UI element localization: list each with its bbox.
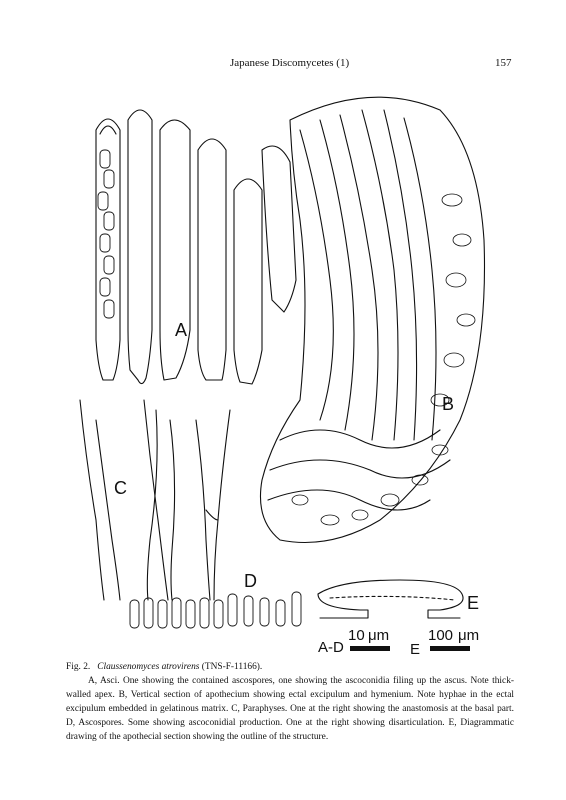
scale-unit-small: μm <box>368 627 390 644</box>
panel-b-apothecium <box>260 97 484 542</box>
panel-d-ascospores <box>130 592 301 628</box>
ascus-spores <box>98 150 114 318</box>
label-e: E <box>467 593 480 613</box>
scale-unit-large: μm <box>458 627 480 644</box>
caption-heading <box>66 660 514 674</box>
panel-c-paraphyses <box>80 400 230 600</box>
scale-group-e: E <box>410 641 421 658</box>
label-b: B <box>442 394 455 414</box>
running-title: Japanese Discomycetes (1) <box>230 57 350 69</box>
scale-value-small: 10 <box>348 627 365 644</box>
scale-value-large: 100 <box>428 627 454 644</box>
label-d: D <box>244 571 257 591</box>
scale-group-a-d: A-D <box>318 639 344 656</box>
panel-e-diagram <box>318 580 463 618</box>
label-c: C <box>114 478 127 498</box>
specimen-id: (TNS-F-11166). <box>201 662 263 672</box>
label-a: A <box>175 320 188 340</box>
figure-caption <box>66 660 514 744</box>
caption-body: A, Asci. One showing the contained ascospores, one showing the ascoconidia filing up the ascus. Note thick-walled apex. B, Vertical section of apothecium showing ectal excipulum and hymenium. Note hyphae in the ectal excipulum embedded in gelatinous matrix. C, Paraphyses. One at the right showing the anastomosis at the basal part. D, Ascospores. Some showing ascoconidial production. One at the right showing disarticulation. E, Diagrammatic drawing of the apothecial section showing the outline of the structure. <box>66 676 514 742</box>
species-name: Claussenomyces atrovirens <box>97 662 200 672</box>
page-number: 157 <box>495 57 512 69</box>
panel-a-asci <box>96 110 296 384</box>
fig-number: Fig. 2. <box>66 662 91 672</box>
